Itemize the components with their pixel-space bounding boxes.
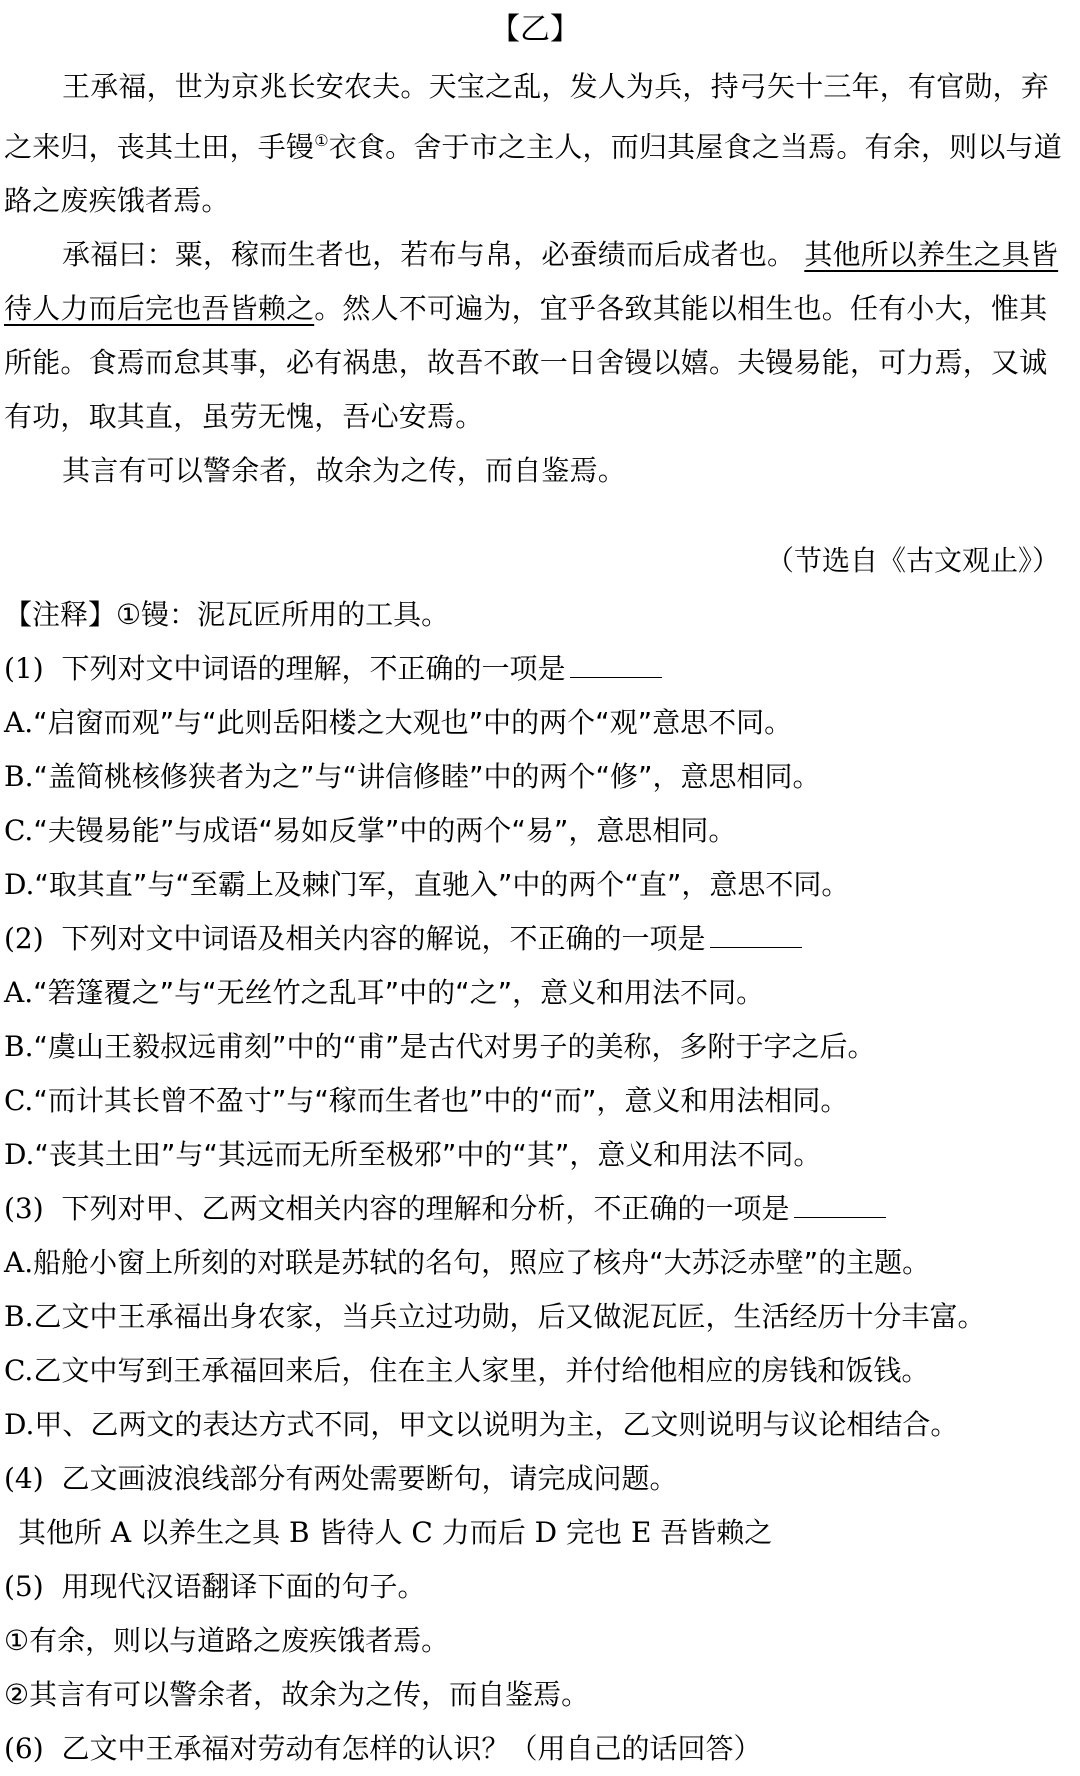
segment-text: 完也 <box>566 1516 623 1550</box>
question-number: (4) <box>4 1462 44 1496</box>
paragraph-1-text-b: 衣食。舍于市之主人，而归其屋食之当焉。有余，则以与道路之废疾饿者焉。 <box>4 130 1062 218</box>
paragraph-2-text-b: 。然人不可遍为，宜乎各致其能以相生也。任有小大，惟其所能。食焉而怠其事，必有祸患，故吾不敢一日舍镘以嬉。夫镘易能，可力焉，又诚有功，取其直，虽劳无愧，吾心安焉。 <box>4 292 1048 434</box>
q2-option-d <box>4 1128 1066 1182</box>
break-marker-b[interactable]: B <box>288 1516 310 1550</box>
question-number: (6) <box>4 1732 44 1766</box>
segment-text: 力而后 <box>441 1516 526 1550</box>
answer-blank[interactable] <box>710 919 802 948</box>
question-stem: 下列对文中词语及相关内容的解说，不正确的一项是 <box>61 922 706 956</box>
question-1 <box>4 642 1066 696</box>
q1-option-d <box>4 858 1066 912</box>
segment-text: 吾皆赖之 <box>660 1516 773 1550</box>
option-text: “盖简桃核修狭者为之”与“讲信修睦”中的两个“修”，意思相同。 <box>33 760 821 794</box>
passage-paragraph-1 <box>4 60 1066 228</box>
question-5 <box>4 1560 1066 1614</box>
option-text: “启窗而观”与“此则岳阳楼之大观也”中的两个“观”意思不同。 <box>33 706 793 740</box>
segment-text: 皆待人 <box>318 1516 403 1550</box>
option-text: “取其直”与“至霸上及棘门军，直驰入”中的两个“直”，意思不同。 <box>34 868 850 902</box>
q3-option-d <box>4 1398 1066 1452</box>
option-letter: B. <box>4 1300 34 1334</box>
question-4 <box>4 1452 1066 1506</box>
passage-paragraph-2 <box>4 228 1066 444</box>
q1-option-c <box>4 804 1066 858</box>
segment-text: 其他所 <box>18 1516 103 1550</box>
break-marker-e[interactable]: E <box>630 1516 652 1550</box>
question-number: (5) <box>4 1570 44 1604</box>
option-letter: D. <box>4 868 35 902</box>
question-number: (1) <box>4 652 44 686</box>
wavy-line-sentence: 其他所以养生之具皆待人力而后完也吾皆赖之 <box>4 238 1059 326</box>
question-stem: 乙文画波浪线部分有两处需要断句，请完成问题。 <box>61 1462 678 1496</box>
spacer <box>4 498 1066 534</box>
question-stem: 乙文中王承福对劳动有怎样的认识？（用自己的话回答） <box>61 1732 762 1766</box>
q1-option-b <box>4 750 1066 804</box>
break-marker-c[interactable]: C <box>411 1516 433 1550</box>
option-text: 乙文中王承福出身农家，当兵立过功勋，后又做泥瓦匠，生活经历十分丰富。 <box>33 1300 986 1334</box>
option-text: “丧其土田”与“其远而无所至极邪”中的“其”，意义和用法不同。 <box>34 1138 822 1172</box>
option-text: “夫镘易能”与成语“易如反掌”中的两个“易”，意思相同。 <box>33 814 737 848</box>
q5-item-2: ②其言有可以警余者，故余为之传，而自鉴焉。 <box>4 1678 590 1712</box>
q1-option-a <box>4 696 1066 750</box>
option-letter: A. <box>4 976 34 1010</box>
option-text: “而计其长曾不盈寸”与“稼而生者也”中的“而”，意义和用法相同。 <box>33 1084 849 1118</box>
q4-sentence-segments <box>4 1506 1066 1560</box>
option-letter: B. <box>4 1030 34 1064</box>
segment-text: 以养生之具 <box>140 1516 281 1550</box>
option-text: “虞山王毅叔远甫刻”中的“甫”是古代对男子的美称，多附于字之后。 <box>33 1030 876 1064</box>
passage-paragraph-3: 其言有可以警余者，故余为之传，而自鉴焉。 <box>62 454 627 488</box>
question-6 <box>4 1722 1066 1776</box>
question-stem: 用现代汉语翻译下面的句子。 <box>61 1570 426 1604</box>
option-text: “箬篷覆之”与“无丝竹之乱耳”中的“之”，意义和用法不同。 <box>33 976 765 1010</box>
answer-blank[interactable] <box>794 1189 886 1218</box>
option-letter: A. <box>4 706 34 740</box>
passage-title: 【乙】 <box>490 12 580 47</box>
break-marker-a[interactable]: A <box>110 1516 132 1550</box>
question-number: (3) <box>4 1192 44 1226</box>
paragraph-1-text-a: 王承福，世为京兆长安农夫。天宝之乱，发人为兵，持弓矢十三年，有官勋，弃之来归，丧其土田，手镘 <box>4 70 1050 164</box>
option-letter: A. <box>4 1246 34 1280</box>
source-citation: （节选自《古文观止》） <box>765 544 1060 578</box>
option-text: 乙文中写到王承福回来后，住在主人家里，并付给他相应的房钱和饭钱。 <box>33 1354 930 1388</box>
option-letter: D. <box>4 1408 35 1442</box>
option-letter: C. <box>4 1084 34 1118</box>
answer-blank[interactable] <box>570 649 662 678</box>
option-text: 船舱小窗上所刻的对联是苏轼的名句，照应了核舟“大苏泛赤壁”的主题。 <box>33 1246 931 1280</box>
question-3 <box>4 1182 1066 1236</box>
q2-option-b <box>4 1020 1066 1074</box>
q5-item-1: ①有余，则以与道路之废疾饿者焉。 <box>4 1624 450 1658</box>
question-number: (2) <box>4 922 44 956</box>
q2-option-a <box>4 966 1066 1020</box>
option-letter: C. <box>4 1354 34 1388</box>
break-marker-d[interactable]: D <box>534 1516 558 1550</box>
q3-option-b <box>4 1290 1066 1344</box>
option-letter: D. <box>4 1138 35 1172</box>
q3-option-c <box>4 1344 1066 1398</box>
q2-option-c <box>4 1074 1066 1128</box>
q3-option-a <box>4 1236 1066 1290</box>
paragraph-2-text-a: 承福曰：粟，稼而生者也，若布与帛，必蚕绩而后成者也。 <box>62 238 796 272</box>
option-letter: C. <box>4 814 34 848</box>
question-stem: 下列对甲、乙两文相关内容的理解和分析，不正确的一项是 <box>61 1192 790 1226</box>
footnote-marker: ① <box>314 131 329 150</box>
option-letter: B. <box>4 760 34 794</box>
annotation: 【注释】①镘：泥瓦匠所用的工具。 <box>4 598 450 632</box>
option-text: 甲、乙两文的表达方式不同，甲文以说明为主，乙文则说明与议论相结合。 <box>34 1408 959 1442</box>
question-2 <box>4 912 1066 966</box>
question-stem: 下列对文中词语的理解，不正确的一项是 <box>61 652 566 686</box>
